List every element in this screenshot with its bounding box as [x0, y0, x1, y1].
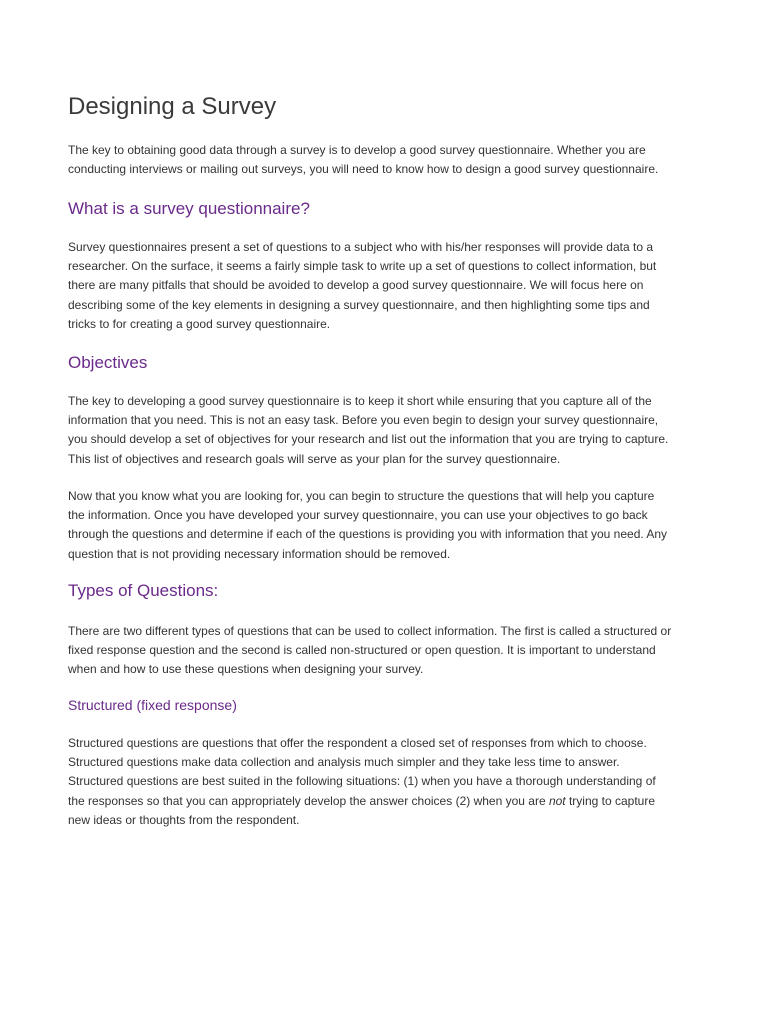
text-line: There are two different types of questions that can be used to collect information. The first is called a structured or [68, 624, 672, 638]
text-line: Survey questionnaires present a set of questions to a subject who with his/her responses will provide data to a [68, 240, 653, 254]
text-line: fixed response question and the second is called non-structured or open question. It is important to understand [68, 643, 656, 658]
text-line: Now that you know what you are looking for, you can begin to structure the questions that will help you capture [68, 489, 655, 503]
text-line-with-emphasis [68, 792, 656, 811]
types-paragraph [68, 622, 671, 680]
text-line: there are many pitfalls that should be avoided to develop a good survey questionnaire. We will focus here on [68, 278, 644, 293]
objectives-paragraph-2 [68, 487, 667, 564]
text-line: researcher. On the surface, it seems a fairly simple task to write up a set of questions to collect information, but [68, 259, 657, 274]
text-line: when and how to use these questions when designing your survey. [68, 662, 424, 677]
text-line: new ideas or thoughts from the respondent. [68, 812, 300, 827]
text-line: through the questions and determine if each of the questions is providing you with information that you need. Any [68, 527, 668, 542]
text-line: Structured questions are questions that offer the respondent a closed set of responses from which to choose. [68, 736, 647, 750]
subsection-heading-structured: Structured (fixed response) [68, 697, 237, 713]
text-line: conducting interviews or mailing out surveys, you will need to know how to design a good survey questionnaire. [68, 162, 659, 177]
text-run: the responses so that you can appropriately develop the answer choices (2) when you are [68, 793, 549, 808]
objectives-paragraph-1 [68, 392, 668, 469]
section-heading-what-is: What is a survey questionnaire? [68, 199, 310, 218]
text-line: Structured questions are best suited in the following situations: (1) when you have a thorough understanding of [68, 774, 656, 789]
page-title: Designing a Survey [68, 93, 277, 120]
section-heading-types: Types of Questions: [68, 581, 219, 600]
text-line: describing some of the key elements in designing a survey questionnaire, and then highlighting some tips and [68, 297, 650, 312]
text-line: question that is not providing necessary information should be removed. [68, 546, 451, 561]
text-line: tricks to for creating a good survey questionnaire. [68, 316, 331, 331]
text-line: information that you need. This is not an easy task. Before you even begin to design your survey questionnaire, [68, 413, 659, 428]
what-is-paragraph [68, 238, 656, 334]
text-line: you should develop a set of objectives for your research and list out the information that you are trying to capture. [68, 432, 669, 447]
text-line: Structured questions make data collection and analysis much simpler and they take less time to answer. [68, 755, 620, 770]
structured-paragraph [68, 734, 656, 830]
section-heading-objectives: Objectives [68, 353, 148, 372]
text-run: trying to capture [565, 793, 656, 808]
emphasis-not: not [548, 793, 566, 808]
text-line: the information. Once you have developed your survey questionnaire, you can use your objectives to go back [68, 508, 648, 523]
text-line: The key to developing a good survey questionnaire is to keep it short while ensuring that you capture all of the [68, 394, 652, 408]
intro-paragraph [68, 141, 658, 179]
text-line: This list of objectives and research goals will serve as your plan for the survey questionnaire. [68, 451, 561, 466]
text-line: The key to obtaining good data through a survey is to develop a good survey questionnaire. Whether you are [68, 143, 646, 157]
